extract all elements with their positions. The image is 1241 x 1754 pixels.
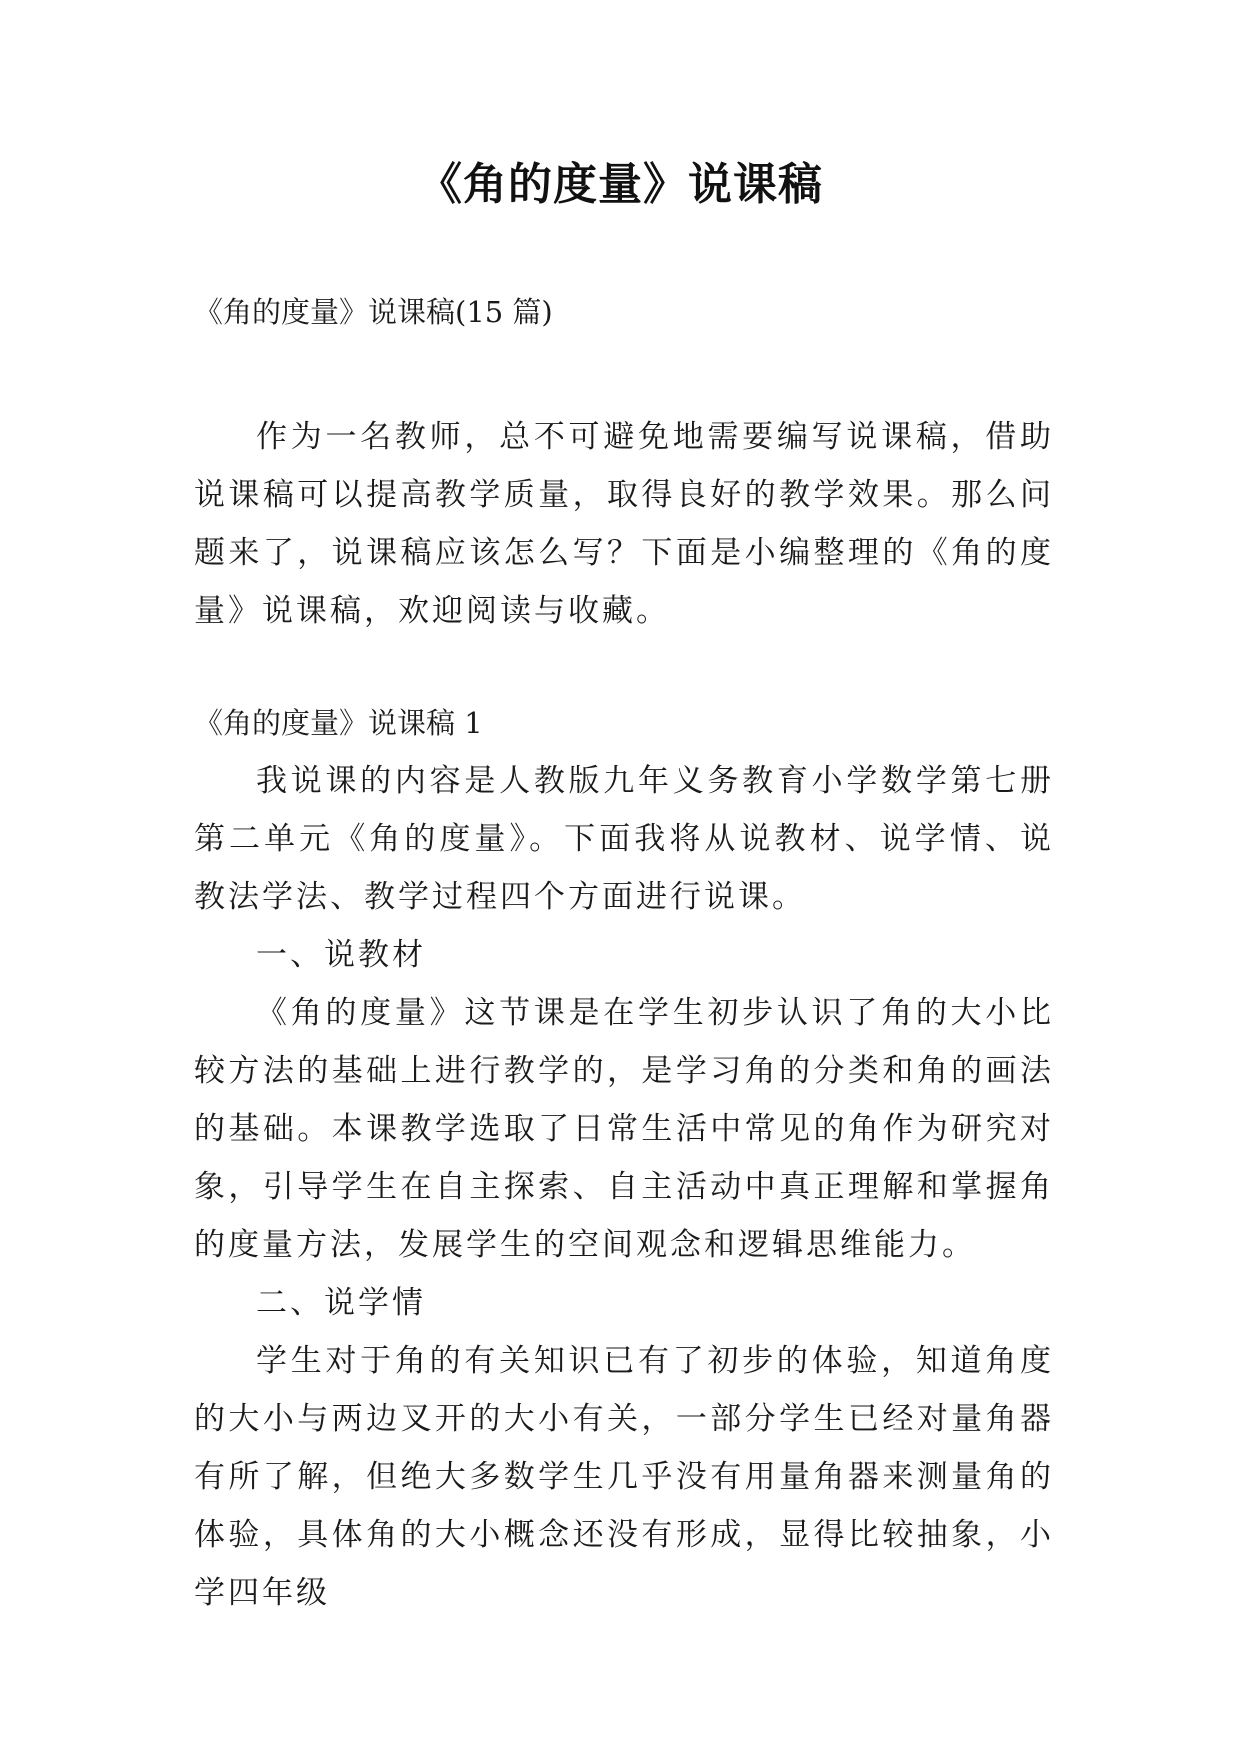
heading-textbook: 一、说教材 bbox=[256, 937, 426, 973]
paragraph-overview: 我说课的内容是人教版九年义务教育小学数学第七册第二单元《角的度量》。下面我将从说教材、说学情、说教法学法、教学过程四个方面进行说课。 bbox=[194, 763, 1054, 915]
intro-paragraph: 作为一名教师，总不可避免地需要编写说课稿，借助说课稿可以提高教学质量，取得良好的教学效果。那么问题来了，说课稿应该怎么写？下面是小编整理的《角的度量》说课稿，欢迎阅读与收藏。 bbox=[194, 419, 1054, 629]
section-heading: 《角的度量》说课稿 1 bbox=[194, 706, 483, 740]
heading-students: 二、说学情 bbox=[256, 1285, 426, 1321]
document-title: 《角的度量》说课稿 bbox=[418, 159, 823, 210]
paragraph-students: 学生对于角的有关知识已有了初步的体验，知道角度的大小与两边叉开的大小有关，一部分学生已经对量角器有所了解，但绝大多数学生几乎没有用量角器来测量角的体验，具体角的大小概念还没有形成，显得比较抽象，小学四年级 bbox=[194, 1343, 1054, 1611]
section-body bbox=[194, 752, 1054, 1622]
paragraph-textbook: 《角的度量》这节课是在学生初步认识了角的大小比较方法的基础上进行教学的，是学习角的分类和角的画法的基础。本课教学选取了日常生活中常见的角作为研究对象，引导学生在自主探索、自主活动中真正理解和掌握角的度量方法，发展学生的空间观念和逻辑思维能力。 bbox=[194, 995, 1054, 1263]
document-subtitle: 《角的度量》说课稿(15 篇) bbox=[194, 295, 553, 329]
